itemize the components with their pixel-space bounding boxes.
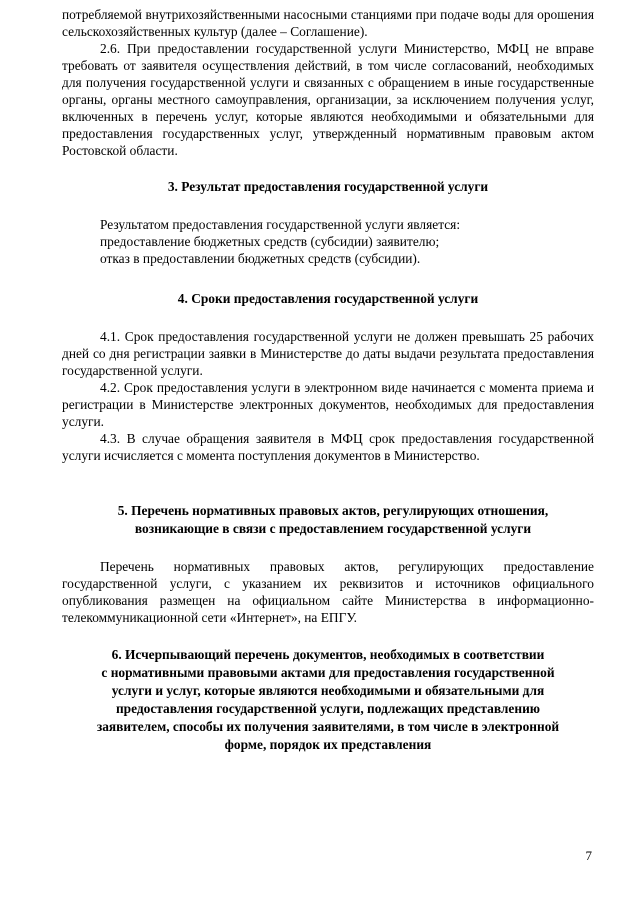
paragraph-4-1: 4.1. Срок предоставления государственной услуги не должен превышать 25 рабочих дней со дня регистрации заявки в Министерстве до даты выдачи результата предоставления государственной услуги. [62,329,594,378]
page-number: 7 [585,848,592,863]
section-4-heading: 4. Сроки предоставления государственной услуги [177,291,479,306]
section-6-heading-line-6: форме, порядок их представления [224,737,432,752]
paragraph-2-6: 2.6. При предоставлении государственной услуги Министерство, МФЦ не вправе требовать от заявителя осуществления действий, в том числе согласований, необходимых для получения государственной услуги и связанных с обращением в иные государственные органы, органы местного самоуправления, организации, за исключением получения услуг, включенных в перечень услуг, которые являются необходимыми и обязательными для предоставления государственных услуг, утвержденный нормативным правовым актом Ростовской области. [62,41,594,158]
section-3-line-3: отказ в предоставлении бюджетных средств (субсидии). [100,251,421,266]
paragraph-4-3: 4.3. В случае обращения заявителя в МФЦ срок предоставления государственной услуги исчисляется с момента поступления документов в Министерство. [62,431,594,463]
section-3-line-1: Результатом предоставления государственной услуги является: [100,217,461,232]
section-5-heading [62,502,594,538]
section-6-heading-line-5: заявителем, способы их получения заявителями, в том числе в электронной [96,719,560,734]
section-6-heading [62,646,594,754]
section-6-heading-line-1: 6. Исчерпывающий перечень документов, необходимых в соответствии [111,647,545,662]
section-3-heading: 3. Результат предоставления государственной услуги [167,179,489,194]
section-5-heading-line-1: 5. Перечень нормативных правовых актов, регулирующих отношения, [117,503,549,518]
section-5-heading-line-2: возникающие в связи с предоставлением государственной услуги [134,521,532,536]
paragraph-5-1: Перечень нормативных правовых актов, регулирующих предоставление государственной услуги, с указанием их реквизитов и источников официального опубликования размещен на официальном сайте Министерства в информационно-телекоммуникационной сети «Интернет», на ЕПГУ. [62,559,594,625]
section-3-line-2: предоставление бюджетных средств (субсидии) заявителю; [100,234,440,249]
paragraph-4-2: 4.2. Срок предоставления услуги в электронном виде начинается с момента приема и регистрации в Министерстве электронных документов, необходимых для предоставления услуги. [62,380,594,429]
section-6-heading-line-4: предоставления государственной услуги, подлежащих представлению [115,701,541,716]
page-content [62,6,594,754]
section-6-heading-line-3: услуги и услуг, которые являются необходимыми и обязательными для [111,683,545,698]
intro-paragraph: потребляемой внутрихозяйственными насосными станциями при подаче воды для орошения сельскохозяйственных культур (далее – Соглашение). [62,7,594,39]
section-6-heading-line-2: с нормативными правовыми актами для предоставления государственной [101,665,555,680]
